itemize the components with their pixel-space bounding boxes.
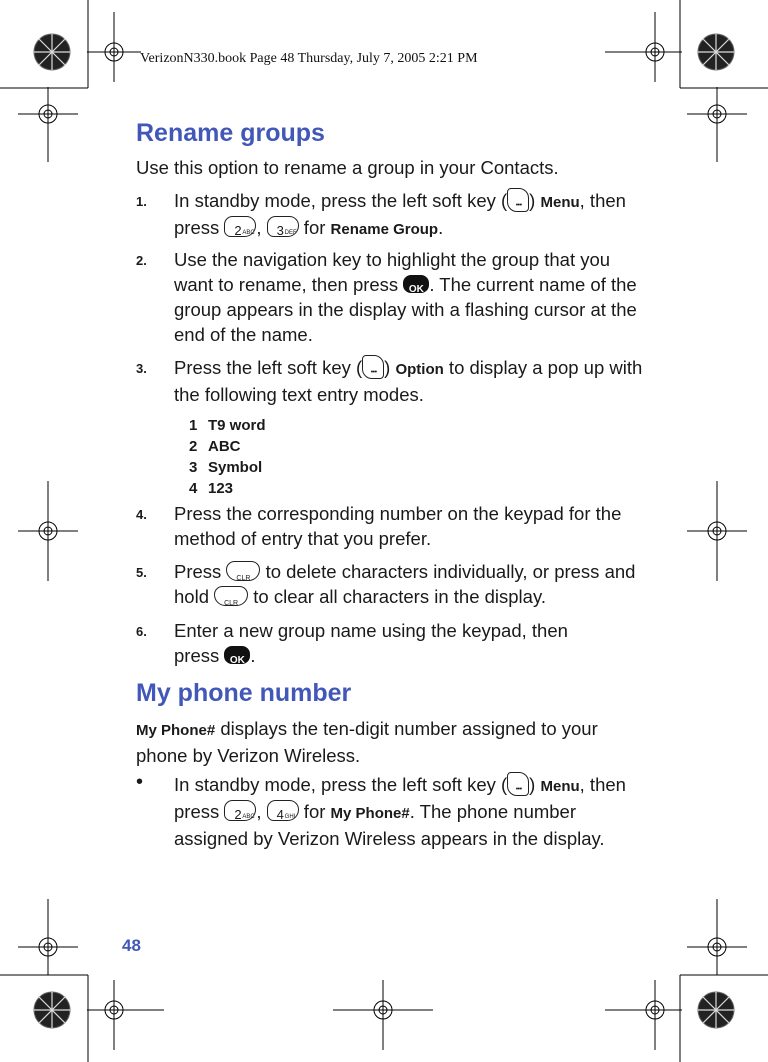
left-soft-key-icon — [507, 188, 529, 212]
list-item: 2 ABC — [189, 438, 241, 455]
text-entry-modes-list — [189, 415, 266, 499]
step-text: Enter a new group name using the keypad, then press OK . — [174, 620, 568, 666]
step-text: Press CLR to delete characters individually, or press and hold CLR to clear all characters in the display. — [174, 561, 636, 607]
step-number: 3. — [136, 361, 147, 376]
ok-key-icon: OK — [224, 646, 250, 664]
step-text: In standby mode, press the left soft key (••• ) Menu, then press 2 ABC , 3 DEF for Rename Group. — [174, 188, 644, 242]
print-header: VerizonN330.book Page 48 Thursday, July 7, 2005 2:21 PM — [140, 51, 478, 66]
page-number: 48 — [122, 936, 141, 955]
section-title-my-phone-number: My phone number — [136, 679, 352, 707]
bullet: • — [136, 771, 144, 793]
list-item: 1 T9 word — [189, 417, 266, 434]
left-soft-key-icon — [507, 772, 529, 796]
key-2-icon: 2 ABC — [224, 800, 256, 821]
key-4-icon: 4 GHI — [267, 800, 299, 821]
key-2-icon: 2 ABC — [224, 216, 256, 237]
key-3-icon: 3 DEF — [267, 216, 299, 237]
clr-key-icon: CLR — [226, 561, 260, 581]
clr-key-icon: CLR — [214, 586, 248, 606]
step-number: 2. — [136, 253, 147, 268]
list-item: 4 123 — [189, 480, 234, 497]
ok-key-icon: OK — [403, 275, 429, 293]
section-title-rename-groups: Rename groups — [136, 119, 325, 147]
list-item: 3 Symbol — [189, 459, 263, 476]
step-text: In standby mode, press the left soft key (••• ) Menu, then press 2 ABC , 4 GHI for My Phone#. The phone number assigned by Verizon Wireless appears in the display. — [174, 772, 644, 851]
my-phone-intro: My Phone# displays the ten-digit number assigned to your phone by Verizon Wireless. — [136, 718, 598, 766]
step-number: 1. — [136, 194, 147, 209]
rename-intro: Use this option to rename a group in your Contacts. — [136, 157, 559, 178]
left-soft-key-icon — [362, 355, 384, 379]
step-number: 6. — [136, 624, 147, 639]
step-text: Press the corresponding number on the keypad for the method of entry that you prefer. — [174, 503, 622, 549]
step-text: Use the navigation key to highlight the group that you want to rename, then press OK . The current name of the group appears in the display with a flashing cursor at the end of the name. — [174, 249, 637, 345]
step-text: Press the left soft key (••• ) Option to display a pop up with the following text entry modes. — [174, 355, 644, 407]
step-number: 4. — [136, 507, 147, 522]
step-number: 5. — [136, 565, 147, 580]
